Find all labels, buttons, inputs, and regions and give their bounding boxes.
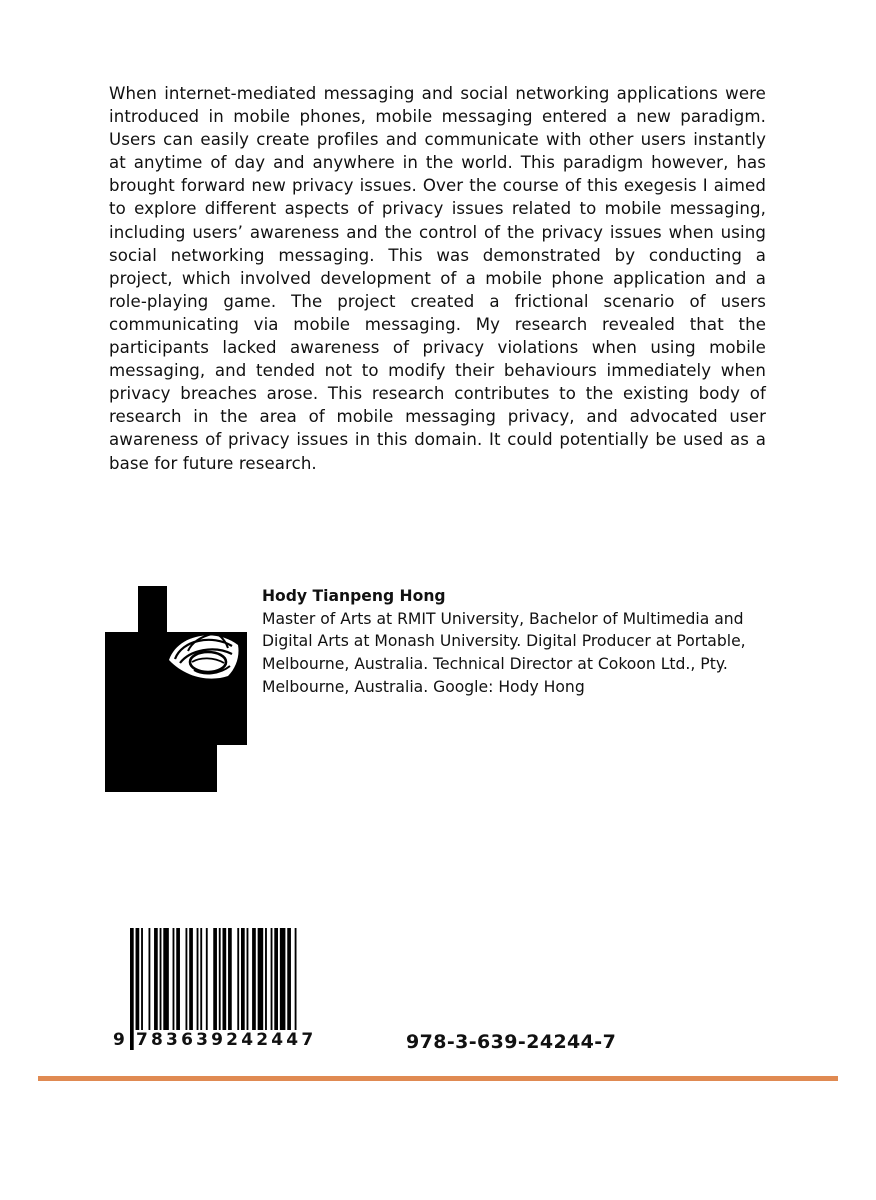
author-block bbox=[262, 585, 772, 699]
barcode-bar bbox=[189, 928, 193, 1032]
barcode-bar bbox=[136, 928, 140, 1050]
author-name: Hody Tianpeng Hong bbox=[262, 587, 446, 605]
barcode-bar bbox=[160, 928, 162, 1032]
isbn-number: 978-3-639-24244-7 bbox=[406, 1031, 617, 1053]
barcode-bar bbox=[265, 928, 267, 1032]
bottom-divider bbox=[38, 1076, 838, 1081]
barcode-bar bbox=[247, 928, 249, 1032]
barcode-bar bbox=[141, 928, 143, 1032]
barcode-icon bbox=[112, 928, 366, 1053]
barcode-bar bbox=[241, 928, 245, 1032]
barcode-bar bbox=[252, 928, 256, 1032]
barcode-bar bbox=[186, 928, 188, 1032]
barcode-bar bbox=[173, 928, 175, 1032]
abstract-text: When internet-mediated messaging and social networking applications were introduced in mobile phones, mobile messaging entered a new paradigm. Users can easily create profiles and communicate with other users instantly at anytime of day and anywhere in the world. This paradigm however, has brought forward new privacy issues. Over the course of this exegesis I aimed to explore different aspects of privacy issues related to mobile messaging, including users’ awareness and the control of the privacy issues when using social networking messaging. This was demonstrated by conducting a project, which involved development of a mobile phone application and a role-playing game. The project created a frictional scenario of users communicating via mobile messaging. My research revealed that the participants lacked awareness of privacy violations when using mobile messaging, and tended not to modify their behaviours immediately when privacy breaches arose. This research contributes to the existing body of research in the area of mobile messaging privacy, and advocated user awareness of privacy issues in this domain. It could potentially be used as a base for future research. bbox=[109, 84, 766, 473]
barcode-bar bbox=[130, 928, 134, 1050]
barcode-bar bbox=[197, 928, 199, 1032]
barcode-bar bbox=[163, 928, 169, 1032]
barcode-bar bbox=[213, 928, 217, 1050]
barcode-bar bbox=[149, 928, 151, 1032]
barcode-bar bbox=[200, 928, 202, 1032]
barcode-bar bbox=[295, 928, 297, 1050]
barcode-bar bbox=[287, 928, 291, 1032]
barcode-bar bbox=[228, 928, 232, 1032]
barcode-bar bbox=[223, 928, 227, 1032]
barcode-bar bbox=[280, 928, 286, 1032]
barcode-bar bbox=[237, 928, 239, 1032]
barcode-bar bbox=[154, 928, 158, 1032]
barcode-bar bbox=[219, 928, 221, 1050]
barcode-bar bbox=[258, 928, 264, 1032]
barcode-bar bbox=[274, 928, 278, 1032]
publisher-logo-icon bbox=[105, 586, 247, 792]
barcode-number: 783639242447 bbox=[136, 1030, 317, 1050]
barcode-bar bbox=[206, 928, 208, 1032]
author-bio: Master of Arts at RMIT University, Bachelor of Multimedia and Digital Arts at Monash University. Digital Producer at Portable, Melbourne, Australia. Technical Director at Cokoon Ltd., Pty. Melbourne, Australia. Google: Hody Hong bbox=[262, 609, 746, 696]
barcode-first-digit: 9 bbox=[113, 1030, 129, 1050]
barcode-bar bbox=[271, 928, 273, 1032]
barcode-bar bbox=[176, 928, 180, 1032]
